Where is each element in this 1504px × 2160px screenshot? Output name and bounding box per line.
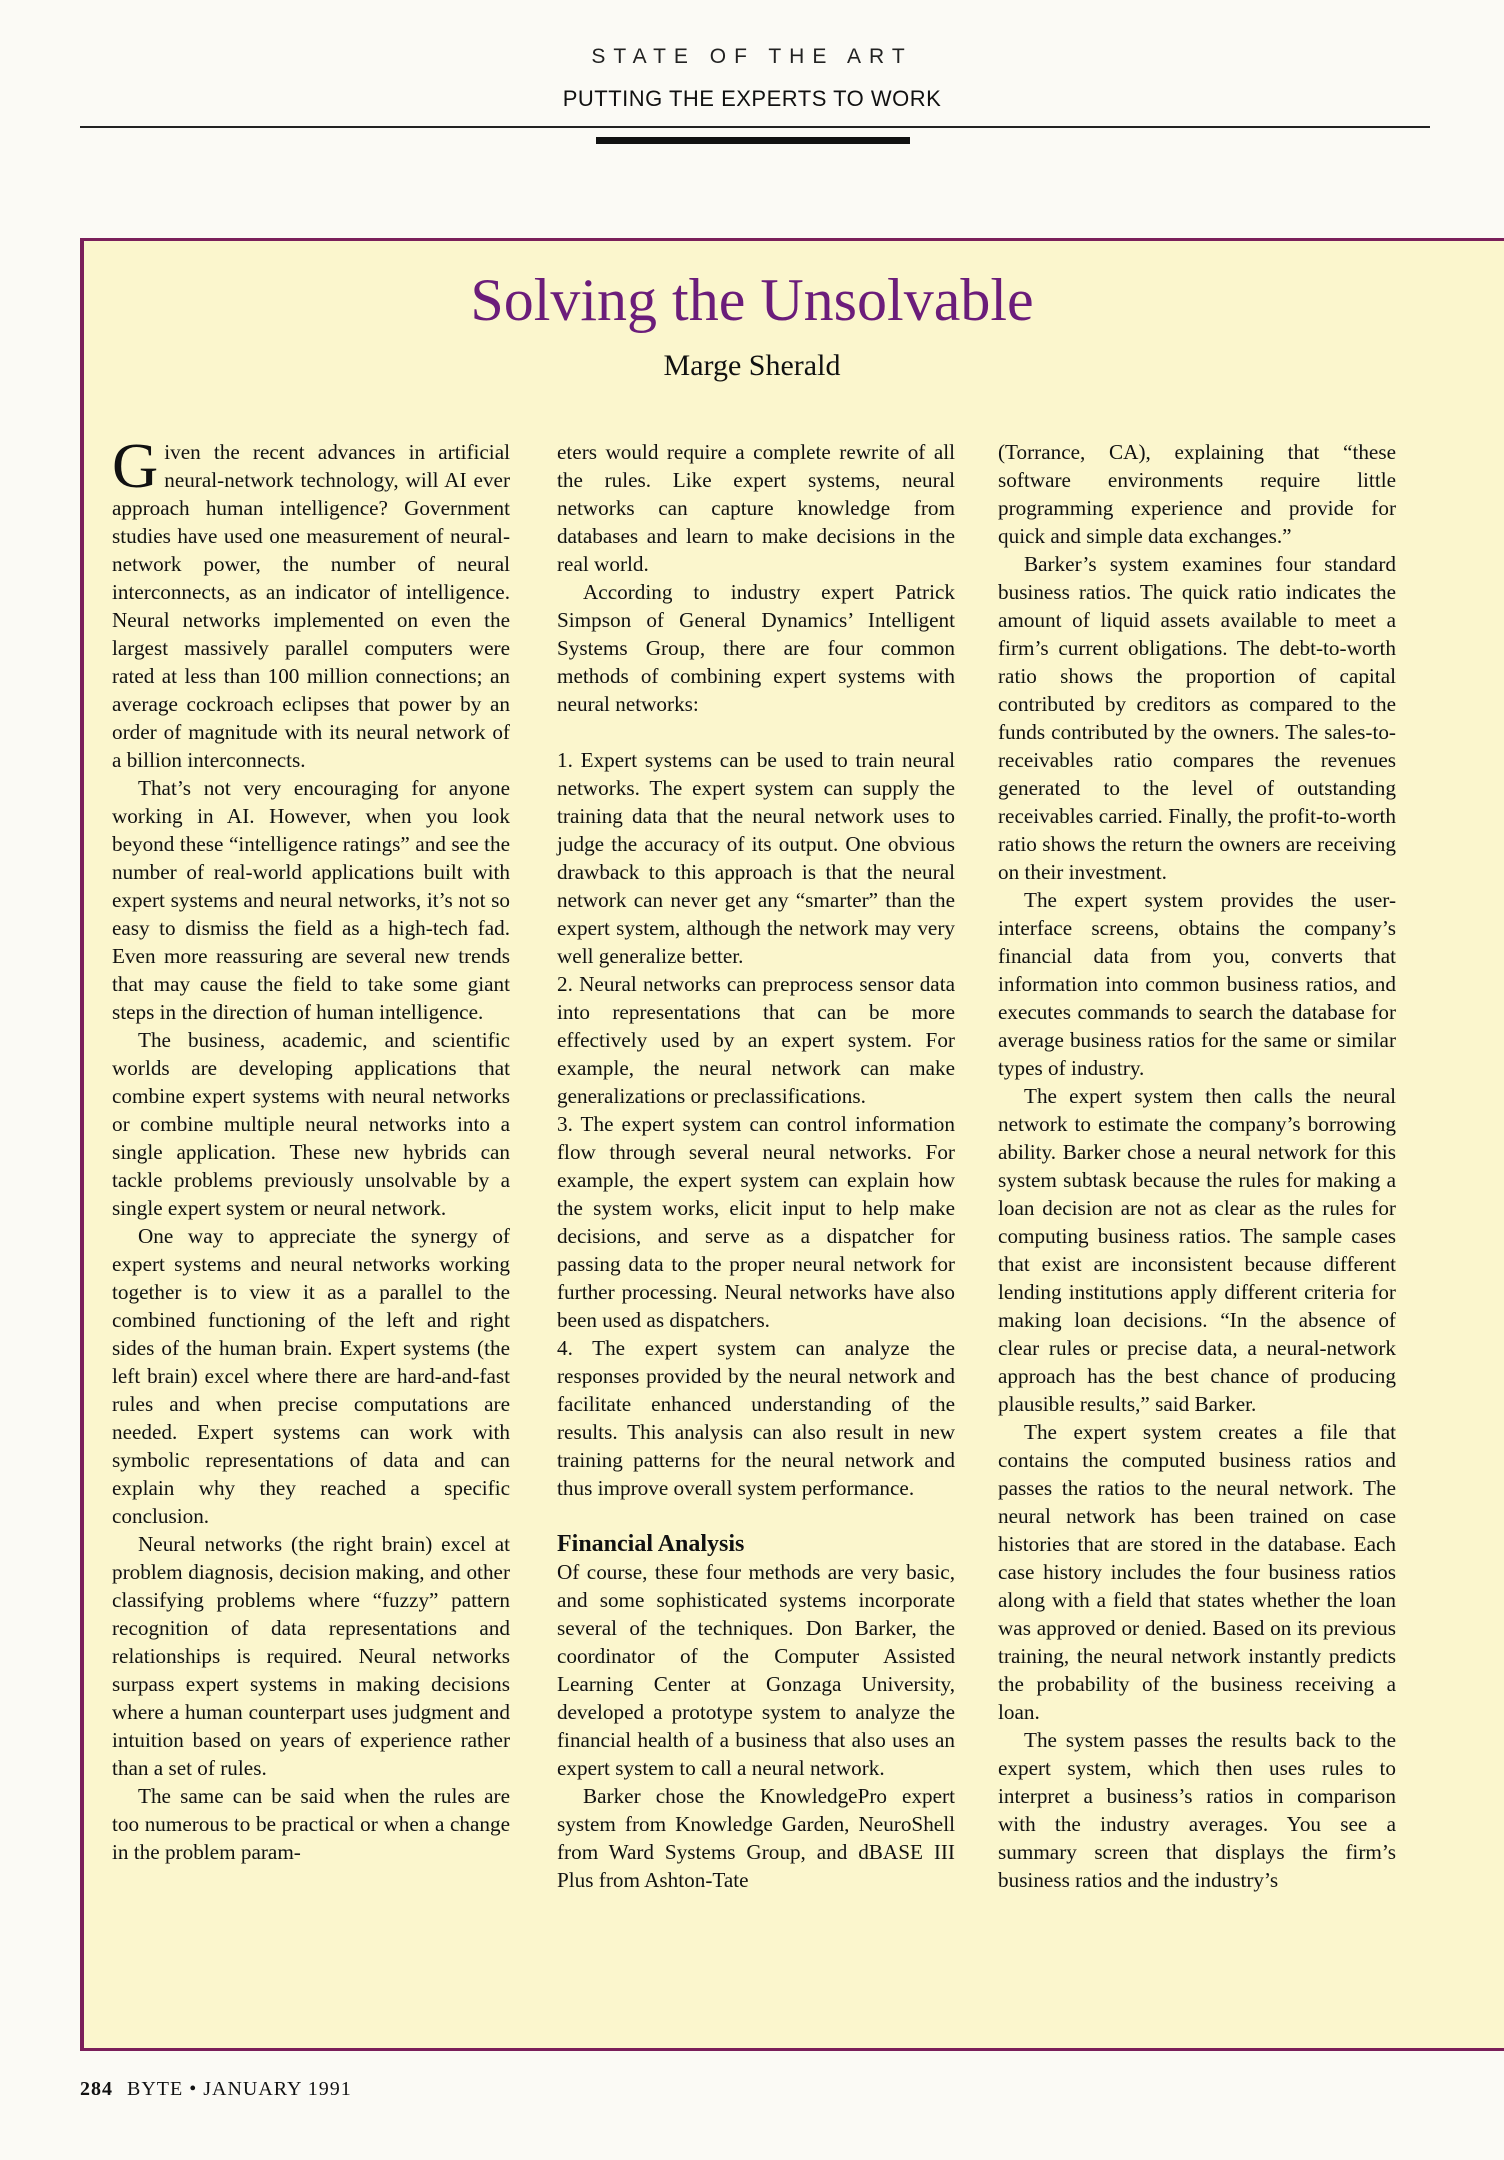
paragraph: That’s not very encouraging for anyone working in AI. However, when you look beyond these “intelligence ratings” and see the number of real-world applications built with expert systems and neural networks, it’s not so easy to dismiss the field as a high-tech fad. Even more reassuring are several new trends that may cause the field to take some giant steps in the direction of human intelligence. — [112, 776, 510, 1024]
column-3 — [998, 438, 1396, 1894]
subheading: Financial Analysis — [557, 1531, 745, 1557]
column-2 — [557, 438, 955, 1894]
paragraph — [112, 430, 510, 774]
method-item: 3. The expert system can control information flow through several neural networks. For example, the expert system can explain how the system works, elicit input to help make decisions, and serve as a dispatcher for passing data to the proper neural network for further processing. Neural networks have also been used as dispatchers. — [557, 1112, 955, 1332]
header-rule — [80, 126, 1430, 128]
method-item: 2. Neural networks can preprocess sensor data into representations that can be more effectively used by an expert system. For example, the neural network can make generalizations or preclassifications. — [557, 972, 955, 1108]
paragraph: One way to appreciate the synergy of expert systems and neural networks working together is to view it as a parallel to the combined functioning of the left and right sides of the human brain. Expert systems (the left brain) excel where there are hard-and-fast rules and when precise computations are needed. Expert systems can work with symbolic representations of data and can explain why they reached a specific conclusion. — [112, 1224, 510, 1528]
page-number: 284 — [80, 2078, 113, 2100]
paragraph: The system passes the results back to the expert system, which then uses rules to interpret a business’s ratios in comparison with the industry averages. You see a summary screen that displays the firm’s business ratios and the industry’s — [998, 1728, 1396, 1892]
paragraph: The expert system creates a file that contains the computed business ratios and passes the ratios to the neural network. The neural network has been trained on case histories that are stored in the database. Each case history includes the four business ratios along with a field that states whether the loan was approved or denied. Based on its previous training, the neural network instantly predicts the probability of the business receiving a loan. — [998, 1420, 1396, 1724]
paragraph: The expert system provides the user-interface screens, obtains the company’s financial data from you, converts that information into common business ratios, and executes commands to search the database for average business ratios for the same or similar types of industry. — [998, 888, 1396, 1080]
paragraph: The same can be said when the rules are too numerous to be practical or when a change in the problem param- — [112, 1784, 510, 1864]
paragraph: eters would require a complete rewrite of all the rules. Like expert systems, neural networks can capture knowledge from databases and learn to make decisions in the real world. — [557, 440, 955, 576]
section-subtitle: PUTTING THE EXPERTS TO WORK — [562, 86, 942, 111]
page-footer — [80, 2078, 352, 2101]
article-title: Solving the Unsolvable — [470, 267, 1034, 333]
method-item: 4. The expert system can analyze the responses provided by the neural network and facilitate enhanced understanding of the results. This analysis can also result in new training patterns for the neural network and thus improve overall system performance. — [557, 1336, 955, 1500]
paragraph: Of course, these four methods are very basic, and some sophisticated systems incorporate several of the techniques. Don Barker, the coordinator of the Computer Assisted Learning Center at Gonzaga University, developed a prototype system to analyze the financial health of a business that also uses an expert system to call a neural network. — [557, 1560, 955, 1780]
drop-cap: G — [112, 430, 159, 501]
running-head — [0, 40, 1504, 114]
paragraph: The expert system then calls the neural network to estimate the company’s borrowing ability. Barker chose a neural network for this system subtask because the rules for making a loan decision are not as clear as the rules for computing business ratios. The sample cases that exist are inconsistent because different lending institutions apply different criteria for making loan decisions. “In the absence of clear rules or precise data, a neural-network approach has the best chance of producing plausible results,” said Barker. — [998, 1084, 1396, 1416]
paragraph: (Torrance, CA), explaining that “these software environments require little programming experience and provide for quick and simple data exchanges.” — [998, 440, 1396, 548]
column-1 — [112, 430, 510, 1866]
paragraph: Barker’s system examines four standard business ratios. The quick ratio indicates the amount of liquid assets available to meet a firm’s current obligations. The debt-to-worth ratio shows the proportion of capital contributed by creditors as compared to the funds contributed by the owners. The sales-to-receivables ratio compares the revenues generated to the level of outstanding receivables carried. Finally, the profit-to-worth ratio shows the return the owners are receiving on their investment. — [998, 552, 1396, 884]
header-bar — [596, 137, 910, 144]
paragraph: According to industry expert Patrick Simpson of General Dynamics’ Intelligent Systems Group, there are four common methods of combining expert systems with neural networks: — [557, 580, 955, 716]
article-author: Marge Sherald — [663, 349, 841, 382]
paragraph: Barker chose the KnowledgePro expert system from Knowledge Garden, NeuroShell from Ward Systems Group, and dBASE III Plus from Ashton-Tate — [557, 1784, 955, 1892]
publication-info: BYTE • JANUARY 1991 — [127, 2078, 352, 2100]
paragraph: The business, academic, and scientific worlds are developing applications that combine expert systems with neural networks or combine multiple neural networks into a single application. These new hybrids can tackle problems previously unsolvable by a single expert system or neural network. — [112, 1028, 510, 1220]
section-label: STATE OF THE ART — [591, 45, 913, 68]
paragraph: Neural networks (the right brain) excel at problem diagnosis, decision making, and other classifying problems where “fuzzy” pattern recognition of data representations and relationships is required. Neural networks surpass expert systems in making decisions where a human counterpart uses judgment and intuition based on years of experience rather than a set of rules. — [112, 1532, 510, 1780]
method-item: 1. Expert systems can be used to train neural networks. The expert system can supply the training data that the neural network uses to judge the accuracy of its output. One obvious drawback to this approach is that the neural network can never get any “smarter” than the expert system, although the network may very well generalize better. — [557, 748, 955, 968]
paragraph-text: iven the recent advances in artificial neural-network technology, will AI ever approach human intelligence? Government studies have used one measurement of neural-network power, the number of neural interconnects, as an indicator of intelligence. Neural networks implemented on even the largest massively parallel computers were rated at less than 100 million connections; an average cockroach eclipses that power by an order of magnitude with its neural network of a billion interconnects. — [112, 440, 510, 772]
